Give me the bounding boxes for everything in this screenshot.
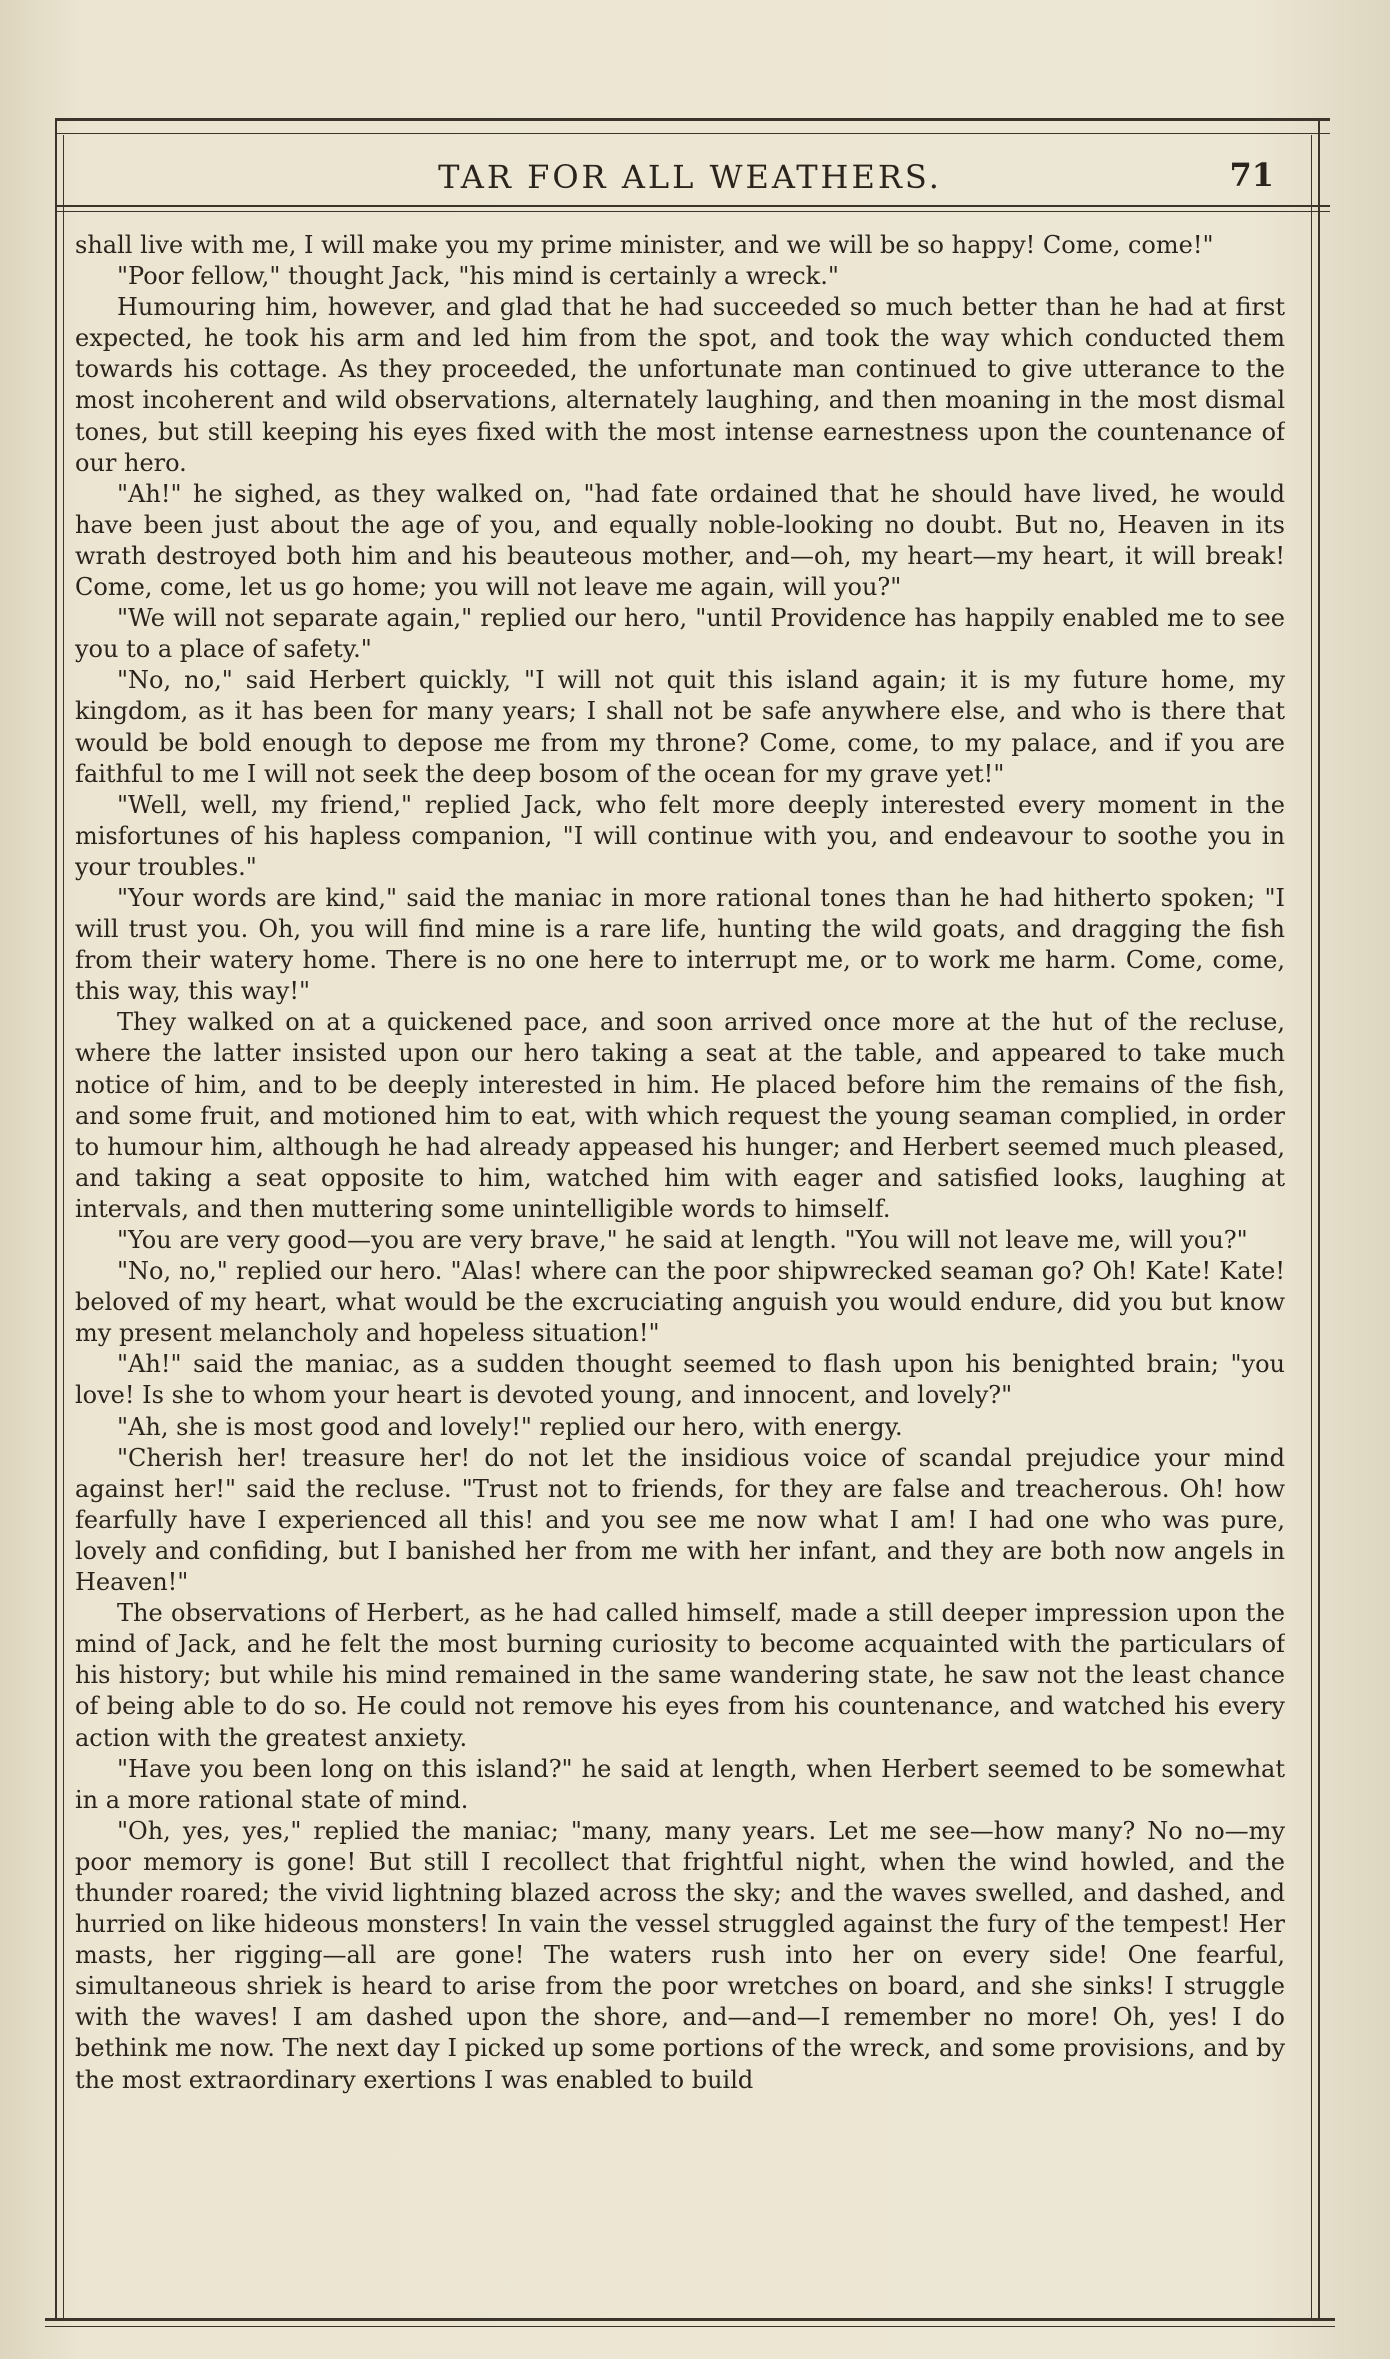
paragraph: "Cherish her! treasure her! do not let the insidious voice of scandal prejudice your mind against her!" said the recluse. "Trust not to friends, for they are false and treacherous. Oh! how fearfully have I experienced all this! and you see me now what I am! I had one who was pure, lovely and confiding, but I banished her from me with her infant, and they are both now angels in Heaven!" (75, 1443, 1285, 1597)
top-border-rule-thin (55, 133, 1330, 134)
paragraph: "Have you been long on this island?" he said at length, when Herbert seemed to be somewhat in a more rational state of mind. (75, 1754, 1285, 1814)
header-rule (55, 205, 1330, 207)
paragraph: "Your words are kind," said the maniac in more rational tones than he had hitherto spoken; "I will trust you. Oh, you will find mine is a rare life, hunting the wild goats, and dragging the fish from their watery home. There is no one here to interrupt me, or to work me harm. Come, come, this way, this way!" (75, 883, 1285, 1006)
top-border-rule (55, 118, 1330, 121)
paragraph: They walked on at a quickened pace, and soon arrived once more at the hut of the recluse, where the latter insisted upon our hero taking a seat at the table, and appeared to take much notice of him, and to be deeply interested in him. He placed before him the remains of the fish, and some fruit, and motioned him to eat, with which request the young seaman complied, in order to humour him, although he had already appeased his hunger; and Herbert seemed much pleased, and taking a seat opposite to him, watched him with eager and satisfied looks, laughing at intervals, and then muttering some unintelligible words to himself. (75, 1008, 1285, 1223)
right-border-rule-thin (1311, 135, 1312, 2320)
paragraph: "Ah, she is most good and lovely!" replied our hero, with energy. (117, 1412, 903, 1441)
body-text (75, 230, 1285, 2310)
paragraph: "Poor fellow," thought Jack, "his mind is certainly a wreck." (117, 262, 839, 291)
right-border-rule (1318, 120, 1320, 2320)
page-header (70, 150, 1310, 200)
paragraph: "You are very good—you are very brave," he said at length. "You will not leave me, will you?" (117, 1226, 1248, 1254)
paragraph: "Ah!" said the maniac, as a sudden thought seemed to flash upon his benighted brain; "you love! Is she to whom your heart is devoted young, and innocent, and lovely?" (75, 1350, 1285, 1410)
page-number: 71 (1229, 156, 1274, 194)
left-border-rule (55, 120, 57, 2320)
paragraph: shall live with me, I will make you my prime minister, and we will be so happy! Come, come!" (75, 231, 1214, 259)
paragraph: The observations of Herbert, as he had called himself, made a still deeper impression upon the mind of Jack, and he felt the most burning curiosity to become acquainted with the particulars of his history; but while his mind remained in the same wandering state, he saw not the least chance of being able to do so. He could not remove his eyes from his countenance, and watched his every action with the greatest anxiety. (75, 1599, 1285, 1752)
paragraph: "Oh, yes, yes," replied the maniac; "many, many years. Let me see—how many? No no—my poor memory is gone! But still I recollect that frightful night, when the wind howled, and the thunder roared; the vivid lightning blazed across the sky; and the waves swelled, and dashed, and hurried on like hideous monsters! In vain the vessel struggled against the fury of the tempest! Her masts, her rigging—all are gone! The waters rush into her on every side! One fearful, simultaneous shriek is heard to arise from the poor wretches on board, and she sinks! I struggle with the waves! I am dashed upon the shore, and—and—I remember no more! Oh, yes! I do bethink me now. The next day I picked up some portions of the wreck, and some provisions, and by the most extraordinary exertions I was enabled to build (75, 1816, 1285, 2094)
paragraph: "No, no," said Herbert quickly, "I will not quit this island again; it is my future home, my kingdom, as it has been for many years; I shall not be safe anywhere else, and who is there that would be bold enough to depose me from my throne? Come, come, to my palace, and if you are faithful to me I will not seek the deep bosom of the ocean for my grave yet!" (75, 666, 1285, 788)
paragraph: "Ah!" he sighed, as they walked on, "had fate ordained that he should have lived, he would have been just about the age of you, and equally noble-looking no doubt. But no, Heaven in its wrath destroyed both him and his beauteous mother, and—oh, my heart—my heart, it will break! Come, come, let us go home; you will not leave me again, will you?" (75, 479, 1285, 602)
header-rule-thin (55, 211, 1330, 212)
paragraph: "No, no," replied our hero. "Alas! where can the poor shipwrecked seaman go? Oh! Kate! Kate! beloved of my heart, what would be the excruciating anguish you would endure, did you but know my present melancholy and hopeless situation!" (75, 1257, 1285, 1348)
left-border-rule-thin (63, 135, 64, 2320)
bottom-border-rule (45, 2318, 1335, 2321)
bottom-border-rule-thin (45, 2326, 1335, 2327)
paragraph: "We will not separate again," replied our hero, "until Providence has happily enabled me to see you to a place of safety." (75, 604, 1285, 664)
paragraph: Humouring him, however, and glad that he had succeeded so much better than he had at first expected, he took his arm and led him from the spot, and took the way which conducted them towards his cottage. As they proceeded, the unfortunate man continued to give utterance to the most incoherent and wild observations, alternately laughing, and then moaning in the most dismal tones, but still keeping his eyes fixed with the most intense earnestness upon the countenance of our hero. (75, 293, 1285, 477)
running-title: TAR FOR ALL WEATHERS. (438, 158, 942, 196)
paragraph: "Well, well, my friend," replied Jack, who felt more deeply interested every moment in the misfortunes of his hapless companion, "I will continue with you, and endeavour to soothe you in your troubles." (75, 790, 1285, 881)
